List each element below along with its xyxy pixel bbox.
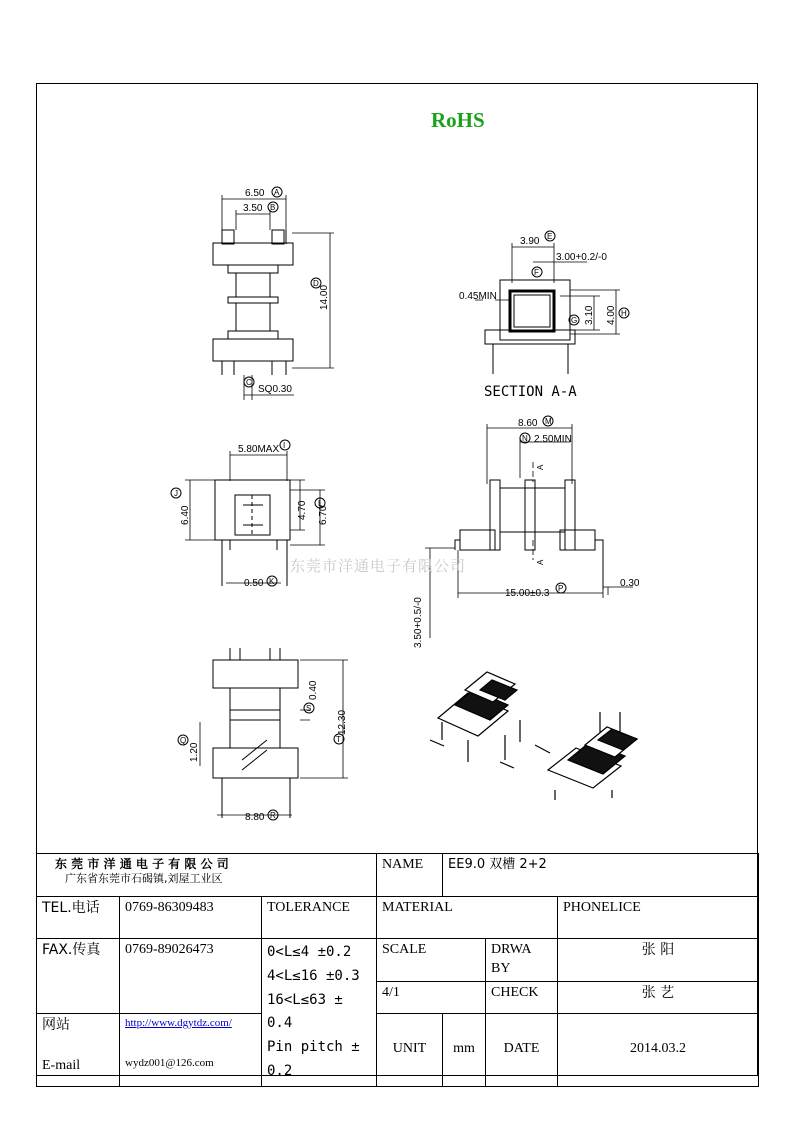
title-block (36, 853, 759, 1087)
dim-wall: 0.45MIN (459, 291, 497, 302)
dim-l: 6.70 (318, 505, 329, 525)
svg-text:Q: Q (180, 736, 187, 745)
bottom-view (200, 648, 348, 818)
dim-k: 0.50 (244, 578, 264, 589)
dim-b: 3.50 (243, 203, 263, 214)
tolerance-values (262, 939, 377, 1087)
check-label: CHECK (486, 981, 558, 1013)
email-label: E-mail (42, 1057, 81, 1073)
dim-c: SQ0.30 (258, 384, 292, 395)
svg-text:I: I (283, 441, 286, 450)
svg-text:N: N (522, 434, 528, 443)
tolerance-line: 0.4 (267, 1015, 293, 1032)
dim-e-tol: 3.00+0.2/-0 (556, 252, 607, 263)
tolerance-label: TOLERANCE (262, 897, 377, 939)
dim-q: 1.20 (189, 742, 200, 762)
tolerance-line: 0<L≤4 ±0.2 (267, 944, 352, 960)
tolerance-line: 0.2 (267, 1062, 293, 1079)
rohs-mark: RoHS (431, 108, 485, 132)
dim-j2: 4.70 (297, 500, 308, 520)
dim-j: 6.40 (180, 505, 191, 525)
name-value: EE9.0 双槽 2+2 (443, 854, 759, 897)
company-watermark: 东莞市洋通电子有限公司 (290, 557, 467, 575)
fax-value: 0769-89026473 (120, 939, 262, 1014)
dim-p: 15.00±0.3 (505, 588, 550, 599)
dim-h: 4.00 (606, 305, 617, 325)
dim-g: 3.10 (584, 305, 595, 325)
dim-n: 2.50MIN (534, 434, 572, 445)
svg-text:D: D (313, 279, 319, 288)
tel-value: 0769-86309483 (120, 897, 262, 939)
dim-a: 6.50 (245, 188, 265, 199)
top-view (425, 424, 633, 638)
website-link[interactable]: http://www.dgytdz.com/ (125, 1016, 232, 1029)
tel-label: TEL.电话 (37, 897, 120, 939)
svg-text:F: F (534, 268, 539, 277)
tolerance-line: Pin pitch ± (267, 1039, 360, 1056)
dim-s: 0.40 (308, 680, 319, 700)
tolerance-line: 4<L≤16 ±0.3 (267, 967, 360, 984)
scale-value: 4/1 (377, 981, 486, 1013)
svg-text:J: J (174, 489, 178, 498)
svg-text:A: A (536, 559, 545, 565)
svg-text:R: R (270, 811, 276, 820)
svg-text:M: M (545, 417, 552, 426)
dim-p2: 3.50+0.5/-0 (413, 597, 424, 648)
svg-text:P: P (558, 584, 564, 593)
svg-text:A: A (274, 188, 280, 197)
date-label: DATE (486, 1013, 558, 1086)
section-label: SECTION A-A (484, 384, 577, 400)
drawn-label: DRWA BY (486, 939, 558, 982)
check-value: 张 艺 (558, 981, 759, 1013)
web-label: 网站 (42, 1016, 70, 1033)
fax-label: FAX.传真 (37, 939, 120, 1014)
dim-i: 5.80MAX (238, 444, 280, 455)
name-label: NAME (377, 854, 443, 897)
scale-label: SCALE (377, 939, 486, 982)
svg-text:T: T (336, 735, 341, 744)
dim-t: 12.30 (337, 709, 348, 735)
company-address: 广东省东莞市石碣镇,刘屋工业区 (65, 872, 223, 886)
dim-pin: 0.30 (620, 578, 640, 589)
front-view (213, 195, 334, 400)
svg-text:C: C (246, 378, 252, 387)
dim-m: 8.60 (518, 418, 538, 429)
dim-d: 14.00 (319, 284, 330, 310)
email-value: wydz001@126.com (125, 1056, 214, 1069)
company-name: 东 莞 市 洋 通 电 子 有 限 公 司 (55, 857, 229, 871)
svg-text:S: S (306, 704, 312, 713)
material-value: PHONELICE (558, 897, 759, 939)
isometric-view-2 (535, 712, 637, 800)
drawn-value: 张 阳 (558, 939, 759, 982)
material-label: MATERIAL (377, 897, 558, 939)
svg-text:K: K (269, 577, 275, 586)
dim-e: 3.90 (520, 236, 540, 247)
tolerance-line: 16<L≤63 ± (267, 991, 343, 1008)
svg-text:E: E (547, 232, 553, 241)
date-value: 2014.03.2 (558, 1013, 759, 1086)
svg-text:A: A (536, 464, 545, 470)
unit-value: mm (443, 1013, 486, 1086)
dim-r: 8.80 (245, 812, 265, 823)
svg-text:G: G (571, 316, 578, 325)
svg-text:B: B (270, 203, 276, 212)
isometric-view-1 (430, 672, 520, 768)
svg-text:H: H (621, 309, 627, 318)
svg-text:L: L (318, 499, 323, 508)
unit-label: UNIT (377, 1013, 443, 1086)
